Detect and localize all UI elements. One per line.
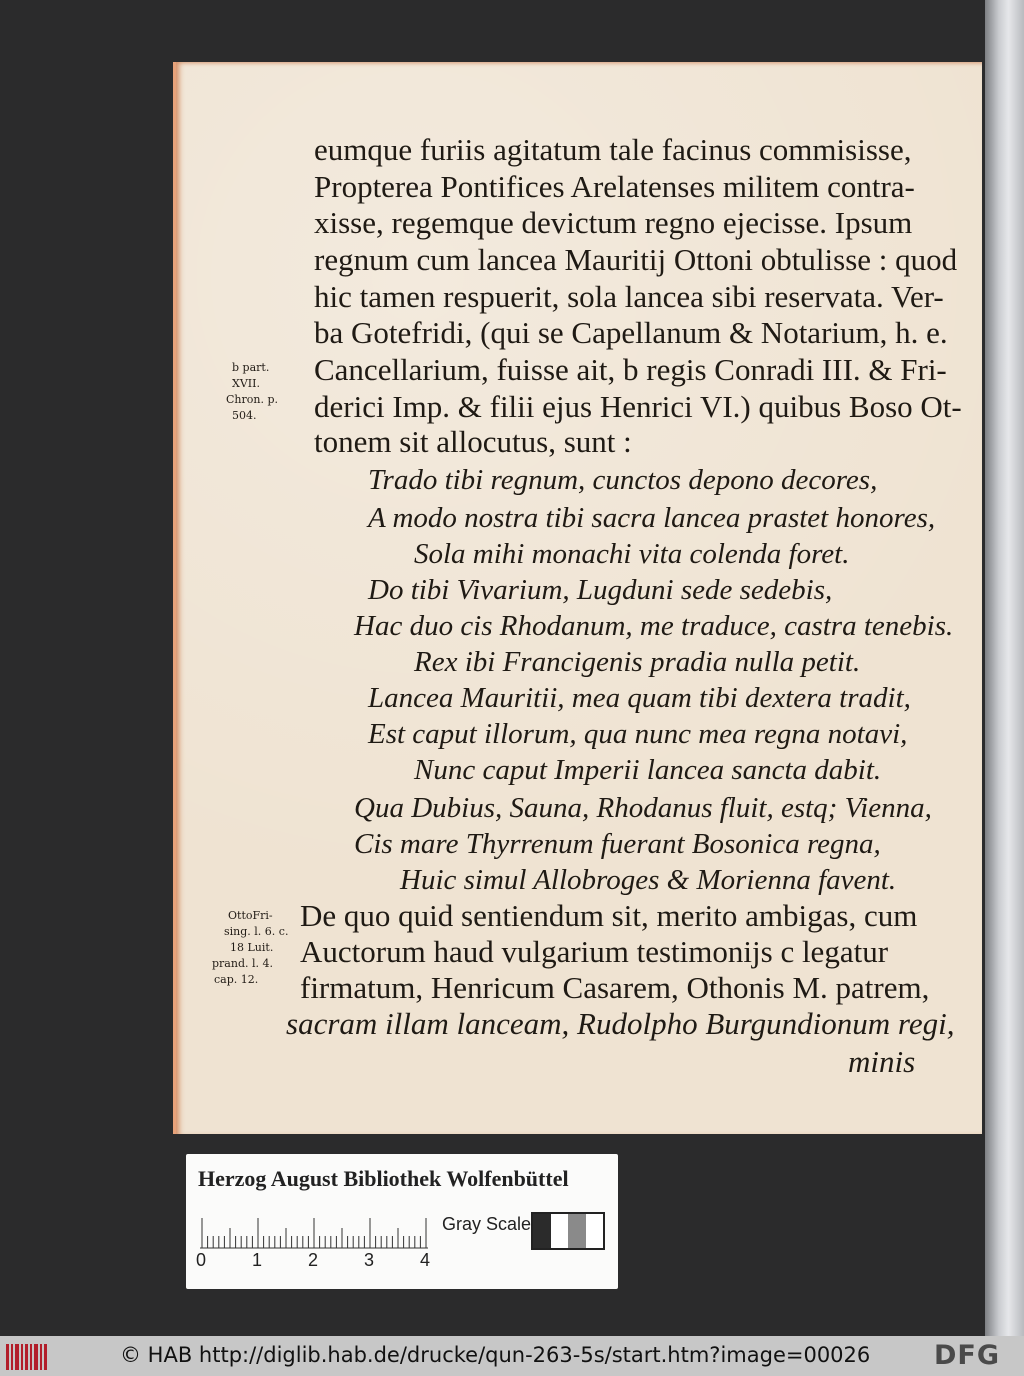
calibration-card	[186, 1154, 618, 1289]
gray-scale-swatches	[531, 1212, 605, 1250]
ruler-number: 0	[196, 1250, 207, 1270]
verse-line: Hac duo cis Rhodanum, me traduce, castra tenebis.	[354, 610, 954, 642]
library-name: Herzog August Bibliothek Wolfenbüttel	[198, 1166, 569, 1191]
swatch-white	[551, 1214, 569, 1248]
verse-line: Cis mare Thyrrenum fuerant Bosonica regna,	[354, 828, 881, 860]
catchword: minis	[848, 1044, 916, 1079]
prose-line: eumque furiis agitatum tale facinus commisisse,	[314, 132, 912, 167]
prose-line: De quo quid sentiendum sit, merito ambigas, cum	[300, 898, 918, 933]
barcode-icon	[6, 1344, 48, 1370]
glass-strip	[985, 0, 1024, 1336]
ruler-number: 2	[308, 1250, 319, 1270]
prose-line: sacram illam lanceam, Rudolpho Burgundionum regi,	[286, 1006, 955, 1041]
marginal-note: OttoFri-	[228, 909, 273, 922]
footer-copyright-url[interactable]: © HAB http://diglib.hab.de/drucke/qun-263-5s/start.htm?image=00026	[120, 1343, 871, 1367]
verse-line: A modo nostra tibi sacra lancea prastet honores,	[368, 502, 936, 534]
swatch-black	[533, 1214, 551, 1248]
verse-line: Nunc caput Imperii lancea sancta dabit.	[414, 754, 882, 786]
verse-line: Lancea Mauritii, mea quam tibi dextera tradit,	[368, 682, 911, 714]
swatch-white-2	[586, 1214, 604, 1248]
prose-line: derici Imp. & filii ejus Henrici VI.) quibus Boso Ot-	[314, 389, 962, 424]
ruler-number: 4	[420, 1250, 431, 1270]
ruler-number: 1	[252, 1250, 263, 1270]
ruler-number: 3	[364, 1250, 375, 1270]
dfg-logo: DFG	[934, 1340, 1001, 1371]
marginal-note: XVII.	[232, 377, 260, 390]
marginal-note: 504.	[232, 409, 257, 422]
verse-line: Do tibi Vivarium, Lugduni sede sedebis,	[368, 574, 833, 606]
verse-line: Rex ibi Francigenis pradia nulla petit.	[414, 646, 861, 678]
swatch-gray	[568, 1214, 586, 1248]
ruler-scale	[200, 1210, 432, 1250]
prose-line: xisse, regemque devictum regno ejecisse. Ipsum	[314, 205, 913, 240]
book-page	[176, 62, 982, 1134]
page-text	[176, 62, 982, 1134]
prose-line: firmatum, Henricum Casarem, Othonis M. patrem,	[300, 970, 930, 1005]
marginal-note: 18 Luit.	[230, 941, 274, 954]
marginal-note: Chron. p.	[226, 393, 278, 406]
marginal-note: cap. 12.	[214, 973, 259, 986]
prose-line: Propterea Pontifices Arelatenses militem contra-	[314, 169, 915, 204]
ruler-numbers	[196, 1250, 436, 1274]
prose-line: ba Gotefridi, (qui se Capellanum & Notarium, h. e.	[314, 315, 948, 350]
marginal-note: b part.	[232, 361, 270, 374]
prose-line: hic tamen respuerit, sola lancea sibi reservata. Ver-	[314, 279, 944, 314]
prose-line: tonem sit allocutus, sunt :	[314, 424, 632, 459]
verse-line: Trado tibi regnum, cunctos depono decores,	[368, 464, 878, 496]
marginal-note: sing. l. 6. c.	[224, 925, 289, 938]
prose-line: regnum cum lancea Mauritij Ottoni obtulisse : quod	[314, 242, 958, 277]
prose-line: Cancellarium, fuisse ait, b regis Conradi III. & Fri-	[314, 352, 947, 387]
gray-scale-label: Gray Scale	[442, 1214, 532, 1234]
verse-line: Qua Dubius, Sauna, Rhodanus fluit, estq; Vienna,	[354, 792, 932, 824]
footer-bar	[0, 1336, 1024, 1376]
prose-line: Auctorum haud vulgarium testimonijs c legatur	[300, 934, 889, 969]
marginal-note: prand. l. 4.	[212, 957, 273, 970]
verse-line: Est caput illorum, qua nunc mea regna notavi,	[368, 718, 908, 750]
verse-line: Huic simul Allobroges & Morienna favent.	[400, 864, 897, 896]
verse-line: Sola mihi monachi vita colenda foret.	[414, 538, 850, 570]
